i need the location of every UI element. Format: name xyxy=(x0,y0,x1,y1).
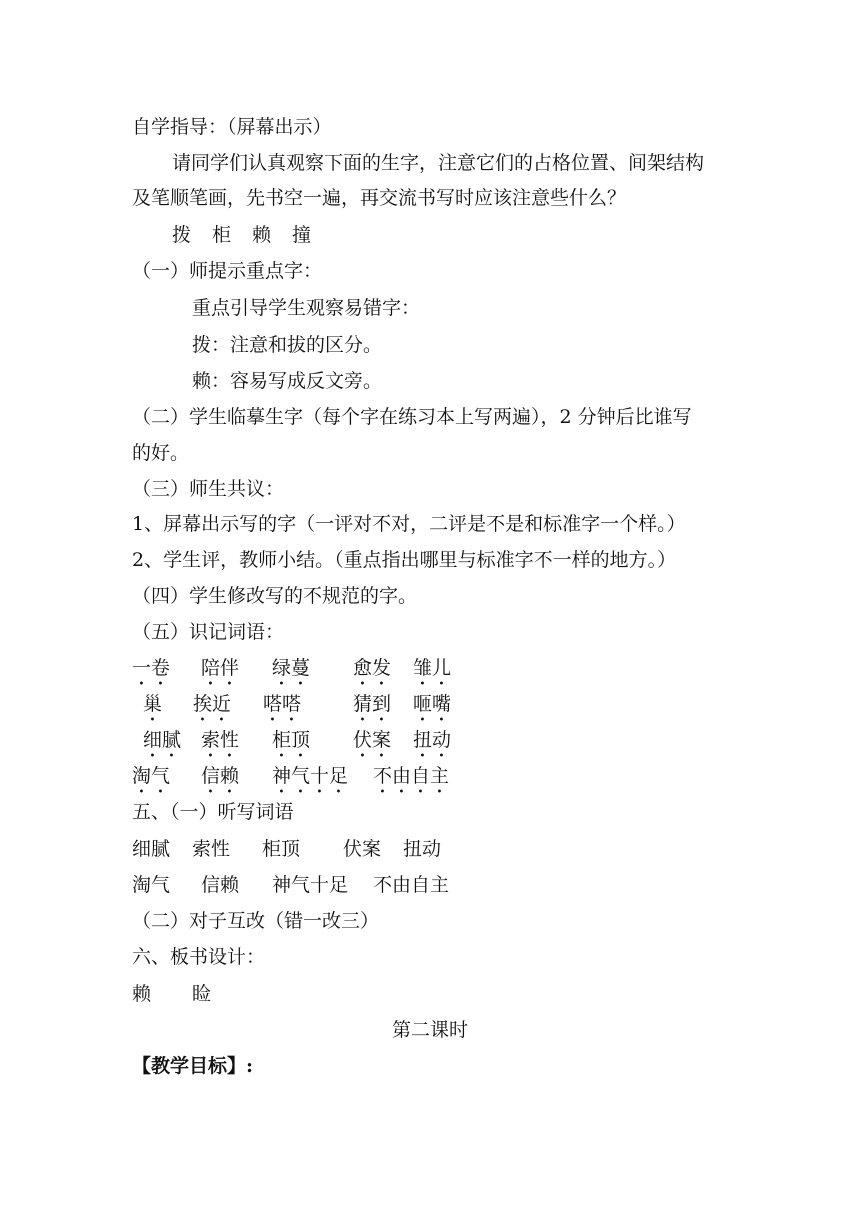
vocab-word: 扭动 xyxy=(413,729,452,751)
dictation-word: 伏案 xyxy=(343,838,382,860)
vocab-word: 嗒嗒 xyxy=(263,693,302,715)
instruction-line-1: 请同学们认真观察下面的生字，注意它们的占格位置、间架结构 xyxy=(172,152,705,174)
section-2-line-2: 的好。 xyxy=(132,442,190,464)
section-3-item-2: 2、学生评，教师小结。（重点指出哪里与标准字不一样的地方。） xyxy=(132,549,677,571)
teaching-goals-heading: 【教学目标】: xyxy=(132,1055,254,1077)
vocab-word: 柜顶 xyxy=(272,729,311,751)
vocab-row xyxy=(0,764,860,792)
section-3-heading: （三）师生共议： xyxy=(132,478,285,500)
dictation-word: 信赖 xyxy=(201,874,240,896)
vocab-word: 神气十足 xyxy=(272,765,349,787)
lesson-two-title: 第二课时 xyxy=(391,1019,468,1041)
section-five-part-2: （二）对子互改（错一改三） xyxy=(132,910,380,932)
section-1-line-b: 拨：注意和拔的区分。 xyxy=(192,334,383,356)
section-2-line-1: （二）学生临摹生字（每个字在练习本上写两遍），2 分钟后比谁写 xyxy=(132,406,692,428)
character: 赖 xyxy=(252,224,272,246)
vocab-word: 猜到 xyxy=(353,693,392,715)
vocab-word: 愈发 xyxy=(353,657,392,679)
section-5-heading: （五）识记词语： xyxy=(132,621,285,643)
character: 撞 xyxy=(292,224,312,246)
vocab-word: 不由自主 xyxy=(373,765,450,787)
board-character: 睑 xyxy=(192,983,212,1005)
vocab-word: 索性 xyxy=(201,729,240,751)
dictation-word: 不由自主 xyxy=(373,874,450,896)
vocab-row xyxy=(0,656,860,684)
dictation-word: 细腻 xyxy=(132,838,171,860)
dictation-word: 神气十足 xyxy=(272,874,349,896)
section-4-heading: （四）学生修改写的不规范的字。 xyxy=(132,585,418,607)
vocab-word: 细腻 xyxy=(143,729,182,751)
vocab-word: 信赖 xyxy=(201,765,240,787)
section-six-heading: 六、板书设计： xyxy=(132,946,266,968)
vocab-word: 淘气 xyxy=(132,765,171,787)
dictation-word: 淘气 xyxy=(132,874,171,896)
vocab-word: 绿蔓 xyxy=(272,657,311,679)
section-1-line-c: 赖：容易写成反文旁。 xyxy=(192,370,383,392)
characters-row xyxy=(0,223,860,251)
dictation-word: 柜顶 xyxy=(262,838,301,860)
vocab-word: 伏案 xyxy=(353,729,392,751)
instruction-line-2: 及笔顺笔画，先书空一遍，再交流书写时应该注意些什么？ xyxy=(132,187,627,209)
dictation-row xyxy=(0,837,860,865)
vocab-word: 陪伴 xyxy=(201,657,240,679)
dictation-word: 扭动 xyxy=(403,838,442,860)
section-1-line-a: 重点引导学生观察易错字： xyxy=(192,297,421,319)
vocab-word: 巢 xyxy=(143,693,163,715)
dictation-word: 索性 xyxy=(192,838,231,860)
dictation-row xyxy=(0,873,860,901)
board-design-row xyxy=(0,982,860,1010)
vocab-word: 雏儿 xyxy=(413,657,452,679)
self-study-heading: 自学指导：（屏幕出示） xyxy=(132,116,332,138)
vocab-word: 一卷 xyxy=(132,657,171,679)
section-3-item-1: 1、屏幕出示写的字（一评对不对，二评是不是和标准字一个样。） xyxy=(132,513,686,535)
character: 拨 xyxy=(172,224,192,246)
section-five-heading: 五、（一）听写词语 xyxy=(132,801,294,823)
section-1-heading: （一）师提示重点字： xyxy=(132,260,323,282)
board-character: 赖 xyxy=(132,983,152,1005)
character: 柜 xyxy=(212,224,232,246)
vocab-word: 挨近 xyxy=(193,693,232,715)
vocab-word: 咂嘴 xyxy=(413,693,452,715)
vocab-row xyxy=(0,692,860,720)
vocab-row xyxy=(0,728,860,756)
